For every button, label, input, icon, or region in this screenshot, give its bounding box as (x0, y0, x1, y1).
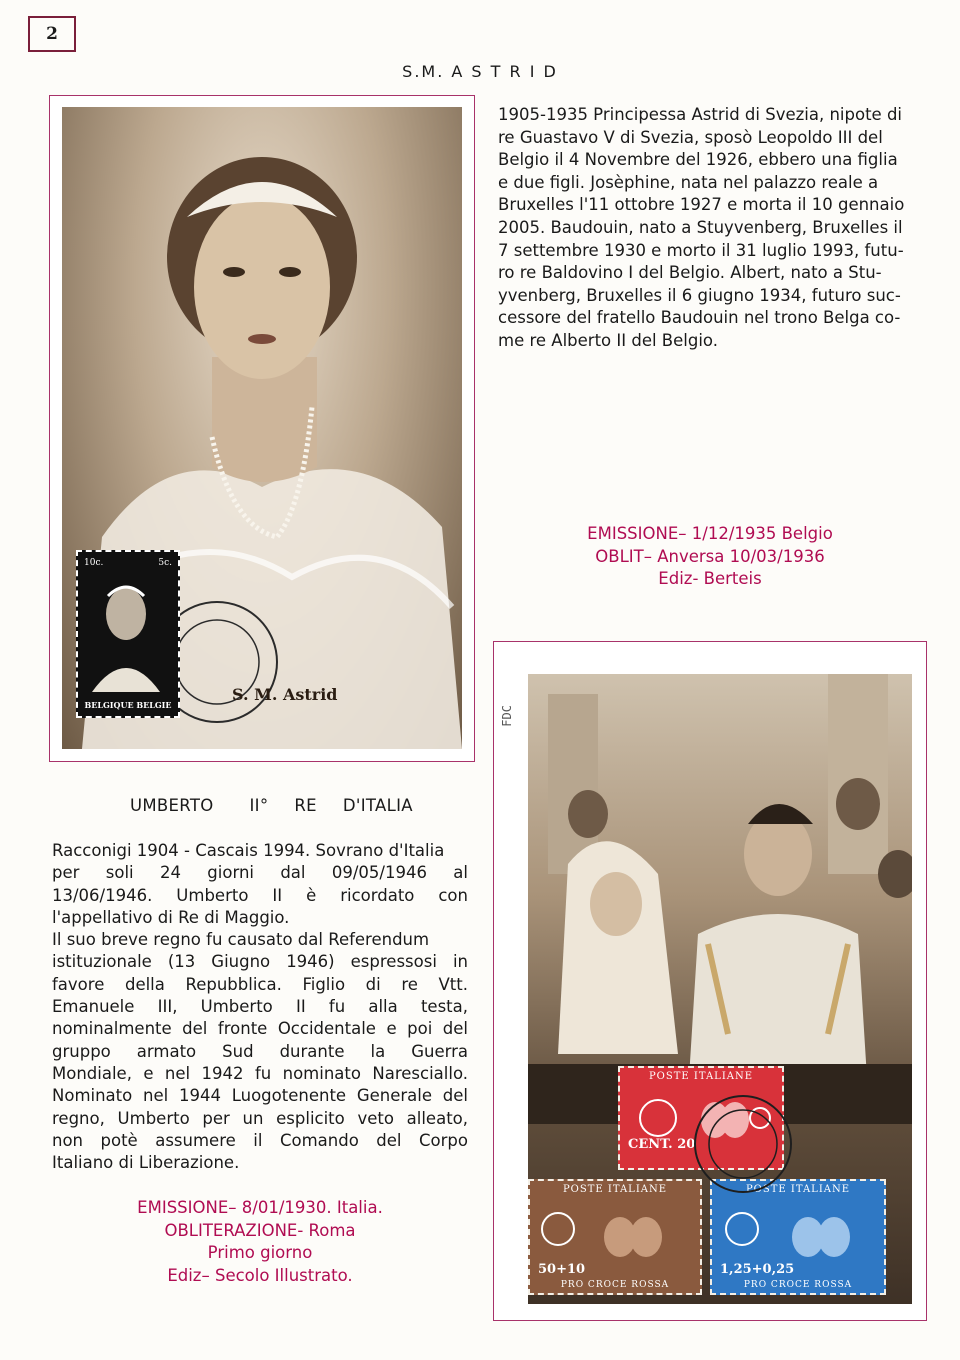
bio-line: per soli 24 giorni dal 09/05/1946 al (52, 863, 468, 883)
umberto-biography (52, 840, 468, 1174)
heading-word: D'ITALIA (342, 796, 413, 815)
stamp-title: POSTE ITALIANE (745, 1184, 851, 1195)
obliteration-line: OBLIT– Anversa 10/03/1936 (595, 546, 825, 566)
emission-line: EMISSIONE– 1/12/1935 Belgio (587, 524, 833, 543)
bio-line: cessore del fratello Baudouin nel trono Belga co- (498, 308, 901, 328)
bio-line: me re Alberto II del Belgio. (498, 330, 718, 350)
umberto-postcard-photo (528, 674, 912, 1304)
bio-line: Emanuele III, Umberto II fu alla testa, (52, 997, 468, 1017)
stamp-portrait (78, 552, 174, 712)
bio-line: Italiano di Liberazione. (52, 1153, 240, 1173)
astrid-stamp (76, 550, 180, 718)
bio-line: Mondiale, e nel 1942 fu nominato Naresciallo. (52, 1063, 468, 1083)
bio-line: Il suo breve regno fu causato dal Referendum (52, 930, 430, 950)
heading-word: II° (249, 796, 269, 815)
bio-line: l'appellativo di Re di Maggio. (52, 907, 290, 927)
obliteration-line: OBLITERAZIONE- Roma (164, 1220, 356, 1240)
astrid-emission-info (500, 523, 920, 591)
emission-line: EMISSIONE– 8/01/1930. Italia. (137, 1198, 383, 1217)
heading-word: RE (294, 796, 317, 815)
edition-line: Ediz- Berteis (658, 569, 762, 588)
page-title: S.M. A S T R I D (402, 62, 558, 81)
bio-line: non potè assumere il Comando del Corpo (52, 1130, 468, 1150)
bio-line: 1905-1935 Principessa Astrid di Svezia, nipote di (498, 105, 903, 124)
umberto-postcard-frame (493, 641, 927, 1321)
bio-line: istituzionale (13 Giugno 1946) espressosi in (52, 952, 468, 972)
stamp-brown-50c (528, 1179, 702, 1295)
astrid-postcard-photo (62, 107, 462, 749)
stamp-value-left: 10c. (84, 558, 104, 568)
stamp-country: BELGIQUE BELGIE (84, 700, 172, 710)
stamp-value: CENT. 20 (628, 1137, 696, 1152)
bio-line: yvenberg, Bruxelles il 6 giugno 1934, futuro suc- (498, 285, 901, 305)
bio-line: Racconigi 1904 - Cascais 1994. Sovrano d'Italia (52, 841, 445, 860)
umberto-emission-info (50, 1197, 470, 1287)
astrid-card-caption: S. M. Astrid (232, 685, 338, 704)
stamp-subtitle: PRO CROCE ROSSA (743, 1280, 853, 1290)
stamp-value: 1,25+0,25 (720, 1262, 795, 1277)
stamp-red-20c (618, 1066, 784, 1170)
stamp-blue-125 (710, 1179, 886, 1295)
bio-line: gruppo armato Sud durante la Guerra (52, 1041, 468, 1061)
fdc-handwritten-note: FDC (500, 705, 514, 727)
stamp-subtitle: PRO CROCE ROSSA (560, 1280, 670, 1290)
umberto-heading (130, 796, 413, 815)
astrid-biography (498, 104, 928, 353)
bio-line: 13/06/1946. Umberto II è ricordato con (52, 885, 468, 905)
bio-line: regno, Umberto per un esplicito veto alleato, (52, 1108, 468, 1128)
stamp-value-right: 5c. (158, 558, 172, 568)
bio-line: re Guastavo V di Svezia, sposò Leopoldo III del (498, 127, 883, 147)
bio-line: 7 settembre 1930 e morto il 31 luglio 1993, futu- (498, 240, 904, 260)
stamp-title: POSTE ITALIANE (562, 1184, 668, 1195)
bio-line: Nominato nel 1944 Luogotenente Generale del (52, 1086, 468, 1106)
bio-line: favore della Repubblica. Figlio di re Vtt. (52, 974, 468, 994)
edition-line: Ediz– Secolo Illustrato. (167, 1265, 353, 1285)
page-number: 2 (28, 16, 76, 52)
bio-line: e due figli. Josèphine, nata nel palazzo reale a (498, 172, 879, 192)
bio-line: ro re Baldovino I del Belgio. Albert, nato a Stu- (498, 263, 882, 283)
heading-word: UMBERTO (130, 796, 214, 815)
first-day-line: Primo giorno (207, 1243, 313, 1262)
astrid-postcard-frame (49, 95, 475, 762)
stamp-title: POSTE ITALIANE (648, 1071, 754, 1082)
bio-line: 2005. Baudouin, nato a Stuyvenberg, Bruxelles il (498, 217, 903, 237)
bio-line: Belgio il 4 Novembre del 1926, ebbero una figlia (498, 150, 898, 170)
bio-line: nominalmente del fronte Occidentale e poi del (52, 1019, 468, 1039)
bio-line: Bruxelles l'11 ottobre 1927 e morta il 10 gennaio (498, 195, 905, 215)
stamp-value: 50+10 (538, 1262, 586, 1277)
